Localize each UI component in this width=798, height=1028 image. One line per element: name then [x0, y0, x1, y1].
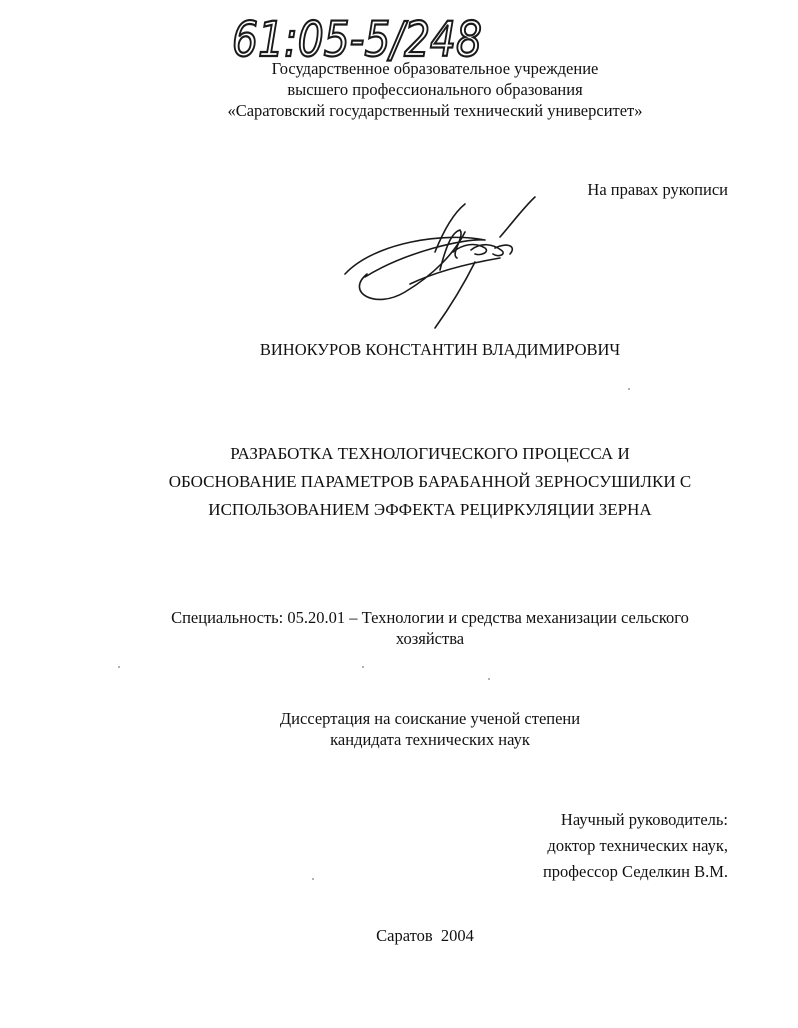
handwritten-archive-number-text: 61:05-5/248	[232, 12, 482, 68]
scan-speck	[362, 666, 364, 668]
title-line-3: ИСПОЛЬЗОВАНИЕМ ЭФФЕКТА РЕЦИРКУЛЯЦИИ ЗЕРНА	[208, 500, 652, 519]
institution-line-1: Государственное образовательное учреждение	[271, 59, 599, 78]
institution-line-3: «Саратовский государственный технический университет»	[227, 101, 643, 120]
institution-header	[140, 58, 730, 121]
degree-line-2: кандидата технических наук	[330, 730, 530, 749]
scan-speck	[628, 388, 630, 390]
specialty-block	[110, 607, 750, 649]
city-and-year: Саратов 2004	[376, 926, 474, 945]
scan-speck	[312, 878, 314, 880]
supervisor-line-1: Научный руководитель:	[560, 810, 728, 829]
degree-statement	[150, 708, 710, 750]
dissertation-title	[100, 440, 760, 524]
author-name: ВИНОКУРОВ КОНСТАНТИН ВЛАДИМИРОВИЧ	[259, 340, 621, 359]
scan-speck	[118, 666, 120, 668]
specialty-line-2: хозяйства	[395, 629, 465, 648]
supervisor-line-3: профессор Седелкин В.М.	[542, 862, 728, 881]
specialty-line-1: Специальность: 05.20.01 – Технологии и средства механизации сельского	[171, 608, 689, 627]
supervisor-line-2: доктор технических наук,	[547, 836, 728, 855]
supervisor-block	[543, 807, 728, 885]
degree-line-1: Диссертация на соискание ученой степени	[279, 709, 581, 728]
manuscript-rights-note: На правах рукописи	[587, 180, 728, 199]
institution-line-2: высшего профессионального образования	[287, 80, 583, 99]
title-line-2: ОБОСНОВАНИЕ ПАРАМЕТРОВ БАРАБАННОЙ ЗЕРНОСУШИЛКИ С	[168, 472, 692, 491]
author-signature	[335, 192, 545, 332]
scan-speck	[488, 678, 490, 680]
title-line-1: РАЗРАБОТКА ТЕХНОЛОГИЧЕСКОГО ПРОЦЕССА И	[230, 444, 630, 463]
